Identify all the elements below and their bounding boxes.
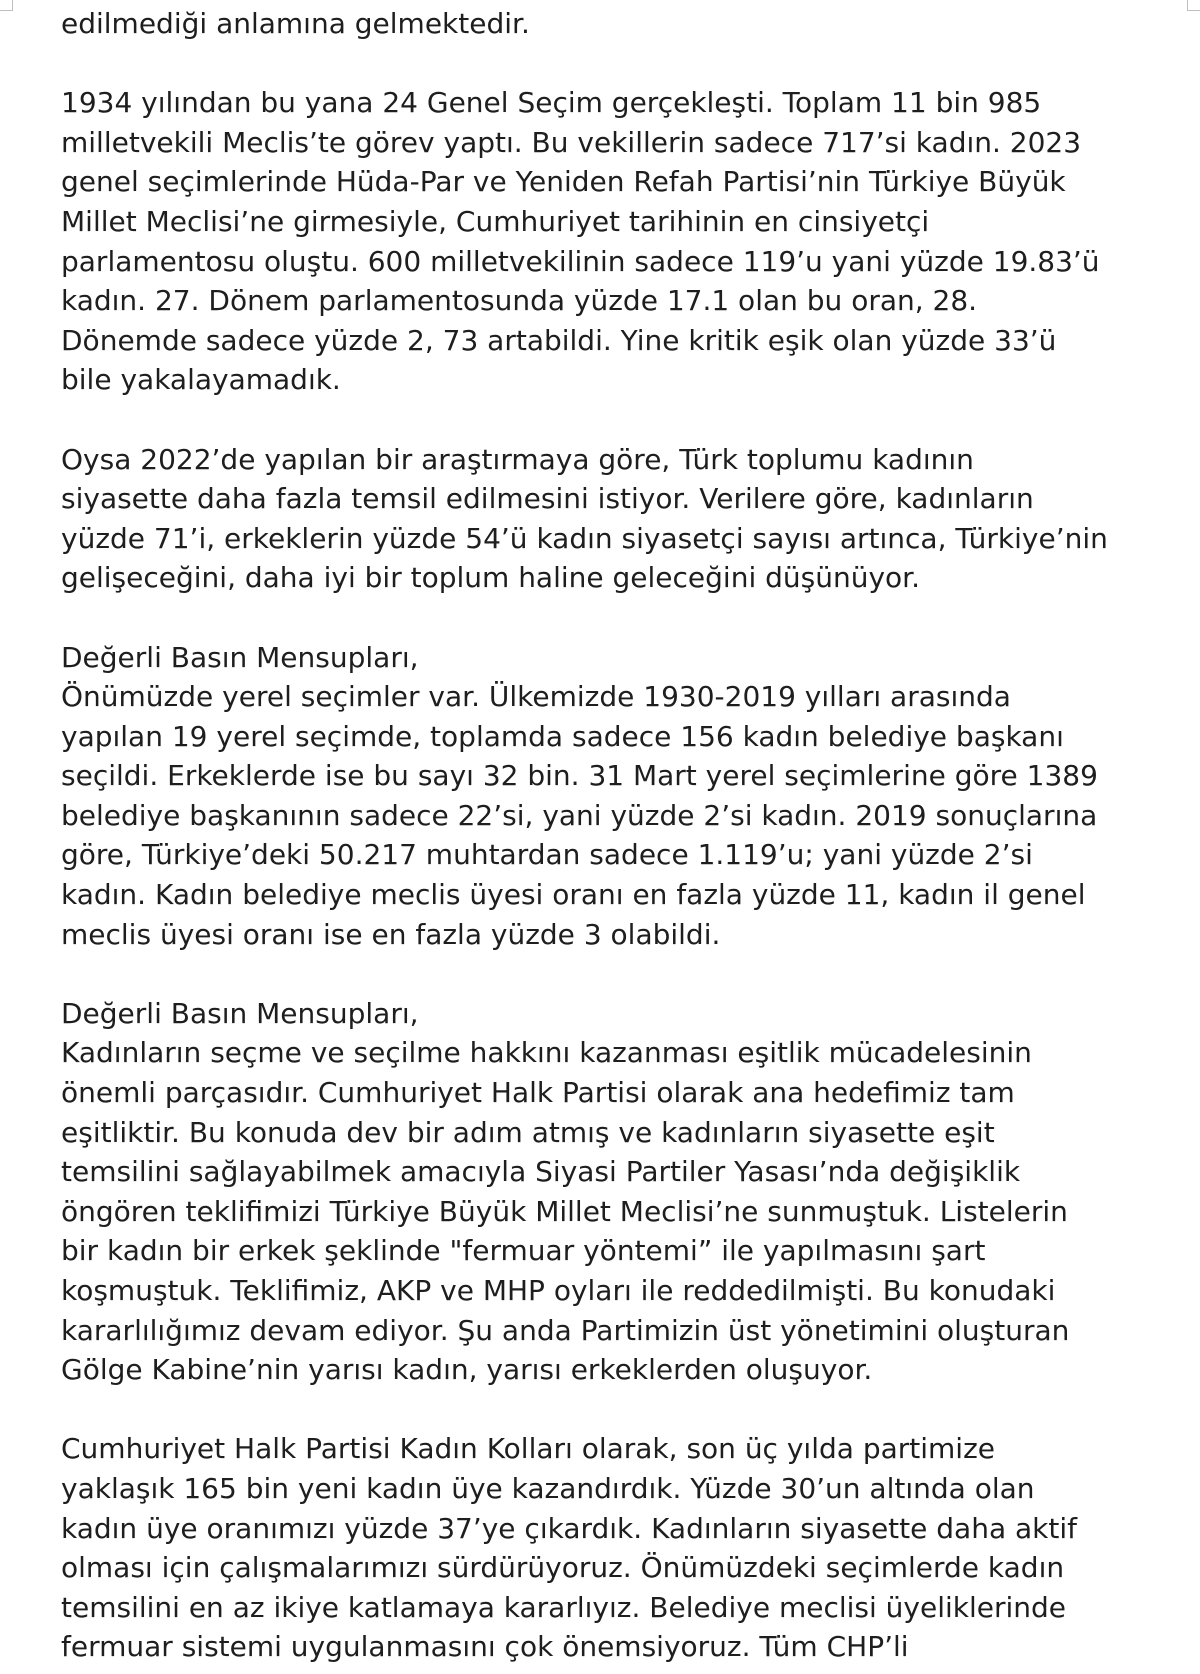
paragraph-spacer: [61, 598, 1181, 638]
text-line: temsilini en az ikiye katlamaya kararlıyız. Belediye meclisi üyeliklerinde: [61, 1590, 1067, 1624]
text-line: edilmediği anlamına gelmektedir.: [61, 7, 530, 40]
text-line: kadın. Kadın belediye meclis üyesi oranı en fazla yüzde 11, kadın il genel: [61, 878, 1086, 912]
paragraph: [61, 638, 1181, 955]
text-line: temsilini sağlayabilmek amacıyla Siyasi Partiler Yasası’nda değişiklik: [61, 1155, 1021, 1189]
text-line: yaklaşık 165 bin yeni kadın üye kazandırdık. Yüzde 30’un altında olan: [61, 1471, 1035, 1505]
text-line: gelişeceğini, daha iyi bir toplum haline geleceğini düşünüyor.: [61, 561, 921, 595]
text-line: genel seçimlerinde Hüda-Par ve Yeniden Refah Partisi’nin Türkiye Büyük: [61, 165, 1066, 199]
text-line: Değerli Basın Mensupları,: [61, 996, 419, 1030]
text-line: bir kadın bir erkek şeklinde "fermuar yöntemi” ile yapılmasını şart: [61, 1234, 986, 1268]
paragraph: [61, 994, 1181, 1390]
text-line: koşmuştuk. Teklifimiz, AKP ve MHP oyları ile reddedilmişti. Bu konudaki: [61, 1274, 1056, 1307]
paragraph: [61, 440, 1181, 598]
document-body: [61, 4, 1181, 1667]
paragraph-spacer: [61, 44, 1181, 84]
text-line: parlamentosu oluştu. 600 milletvekilinin sadece 119’u yani yüzde 19.83’ü: [61, 244, 1100, 278]
text-line: Kadınların seçme ve seçilme hakkını kazanması eşitlik mücadelesinin: [61, 1036, 1032, 1070]
text-line: Oysa 2022’de yapılan bir araştırmaya göre, Türk toplumu kadının: [61, 442, 974, 476]
text-line: seçildi. Erkeklerde ise bu sayı 32 bin. 31 Mart yerel seçimlerine göre 1389: [61, 759, 1098, 793]
text-line: Önümüzde yerel seçimler var. Ülkemizde 1930-2019 yılları arasında: [61, 680, 1011, 714]
text-line: önemli parçasıdır. Cumhuriyet Halk Partisi olarak ana hedefimiz tam: [61, 1076, 1015, 1110]
text-line: 1934 yılından bu yana 24 Genel Seçim gerçekleşti. Toplam 11 bin 985: [61, 86, 1042, 120]
paragraph: [61, 83, 1181, 400]
text-line: göre, Türkiye’deki 50.217 muhtardan sadece 1.119’u; yani yüzde 2’si: [61, 838, 1033, 872]
text-line: Değerli Basın Mensupları,: [61, 640, 419, 674]
page-corner-mark-right: [1187, 0, 1200, 11]
text-line: kadın üye oranımızı yüzde 37’ye çıkardık. Kadınların siyasette daha aktif: [61, 1511, 1077, 1545]
text-line: olması için çalışmalarımızı sürdürüyoruz. Önümüzdeki seçimlerde kadın: [61, 1551, 1065, 1585]
text-line: kararlılığımız devam ediyor. Şu anda Partimizin üst yönetimini oluşturan: [61, 1313, 1070, 1347]
text-line: yapılan 19 yerel seçimde, toplamda sadece 156 kadın belediye başkanı: [61, 719, 1064, 753]
text-line: siyasette daha fazla temsil edilmesini istiyor. Verilere göre, kadınların: [61, 482, 1034, 516]
text-line: yüzde 71’i, erkeklerin yüzde 54’ü kadın siyasetçi sayısı artınca, Türkiye’nin: [61, 521, 1108, 555]
text-line: meclis üyesi oranı ise en fazla yüzde 3 olabildi.: [61, 917, 721, 951]
text-line: Cumhuriyet Halk Partisi Kadın Kolları olarak, son üç yılda partimize: [61, 1432, 995, 1466]
paragraph-spacer: [61, 1390, 1181, 1430]
text-line: kadın. 27. Dönem parlamentosunda yüzde 17.1 olan bu oran, 28.: [61, 284, 978, 318]
text-line: Dönemde sadece yüzde 2, 73 artabildi. Yine kritik eşik olan yüzde 33’ü: [61, 323, 1057, 357]
page-corner-mark-left: [0, 0, 13, 11]
text-line: Gölge Kabine’nin yarısı kadın, yarısı erkeklerden oluşuyor.: [61, 1353, 873, 1387]
text-line: eşitliktir. Bu konuda dev bir adım atmış ve kadınların siyasette eşit: [61, 1115, 995, 1149]
text-line: Millet Meclisi’ne girmesiyle, Cumhuriyet tarihinin en cinsiyetçi: [61, 204, 930, 238]
paragraph: [61, 4, 1181, 44]
text-line: milletvekili Meclis’te görev yaptı. Bu vekillerin sadece 717’si kadın. 2023: [61, 125, 1082, 159]
text-line: bile yakalayamadık.: [61, 363, 341, 397]
text-line: öngören teklifimizi Türkiye Büyük Millet Meclisi’ne sunmuştuk. Listelerin: [61, 1194, 1068, 1228]
paragraph-spacer: [61, 954, 1181, 994]
paragraph-spacer: [61, 400, 1181, 440]
paragraph: [61, 1429, 1181, 1667]
text-line: belediye başkanının sadece 22’si, yani yüzde 2’si kadın. 2019 sonuçlarına: [61, 798, 1098, 832]
text-line: fermuar sistemi uygulanmasını çok önemsiyoruz. Tüm CHP’li: [61, 1630, 909, 1664]
